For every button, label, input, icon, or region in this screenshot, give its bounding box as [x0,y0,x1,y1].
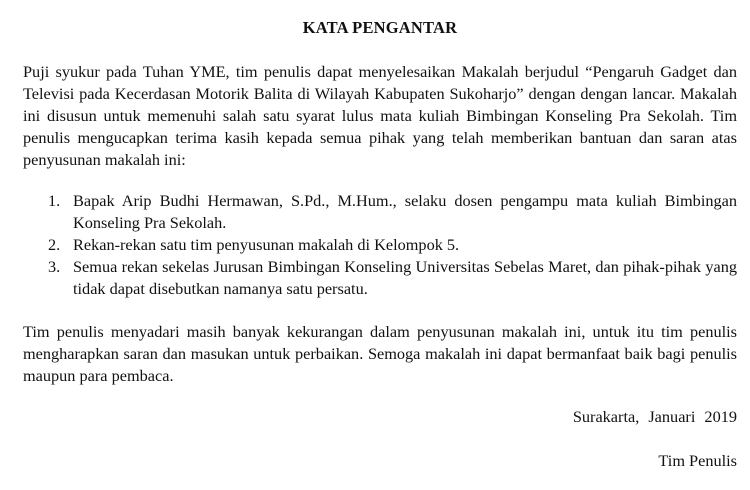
list-item-number: 2. [48,235,61,254]
signer-name: Tim Penulis [658,451,737,470]
document-title: KATA PENGANTAR [302,18,458,37]
place-date: Surakarta, Januari 2019 [572,407,737,426]
acknowledgement-list [23,190,737,300]
list-item-number: 1. [48,191,61,210]
list-item [23,234,737,256]
list-item-number: 3. [48,257,61,276]
list-item-text: Bapak Arip Budhi Hermawan, S.Pd., M.Hum., selaku dosen pengampu mata kuliah Bimbingan Konseling Pra Sekolah. [73,191,737,232]
list-item [23,256,737,300]
list-item-text: Semua rekan sekelas Jurusan Bimbingan Konseling Universitas Sebelas Maret, dan pihak-pihak yang tidak dapat disebutkan namanya satu persatu. [73,257,737,298]
closing-paragraph: Tim penulis menyadari masih banyak kekurangan dalam penyusunan makalah ini, untuk itu tim penulis mengharapkan saran dan masukan untuk perbaikan. Semoga makalah ini dapat bermanfaat baik bagi penulis maupun para pembaca. [23,322,737,385]
intro-paragraph: Puji syukur pada Tuhan YME, tim penulis dapat menyelesaikan Makalah berjudul “Pengaruh Gadget dan Televisi pada Kecerdasan Motorik Balita di Wilayah Kabupaten Sukoharjo” dengan dengan lancar. Makalah ini disusun untuk memenuhi salah satu syarat lulus mata kuliah Bimbingan Konseling Pra Sekolah. Tim penulis mengucapkan terima kasih kepada semua pihak yang telah memberikan bantuan dan saran atas penyusunan makalah ini: [23,62,737,169]
list-item [23,190,737,234]
list-item-text: Rekan-rekan satu tim penyusunan makalah di Kelompok 5. [73,235,460,254]
